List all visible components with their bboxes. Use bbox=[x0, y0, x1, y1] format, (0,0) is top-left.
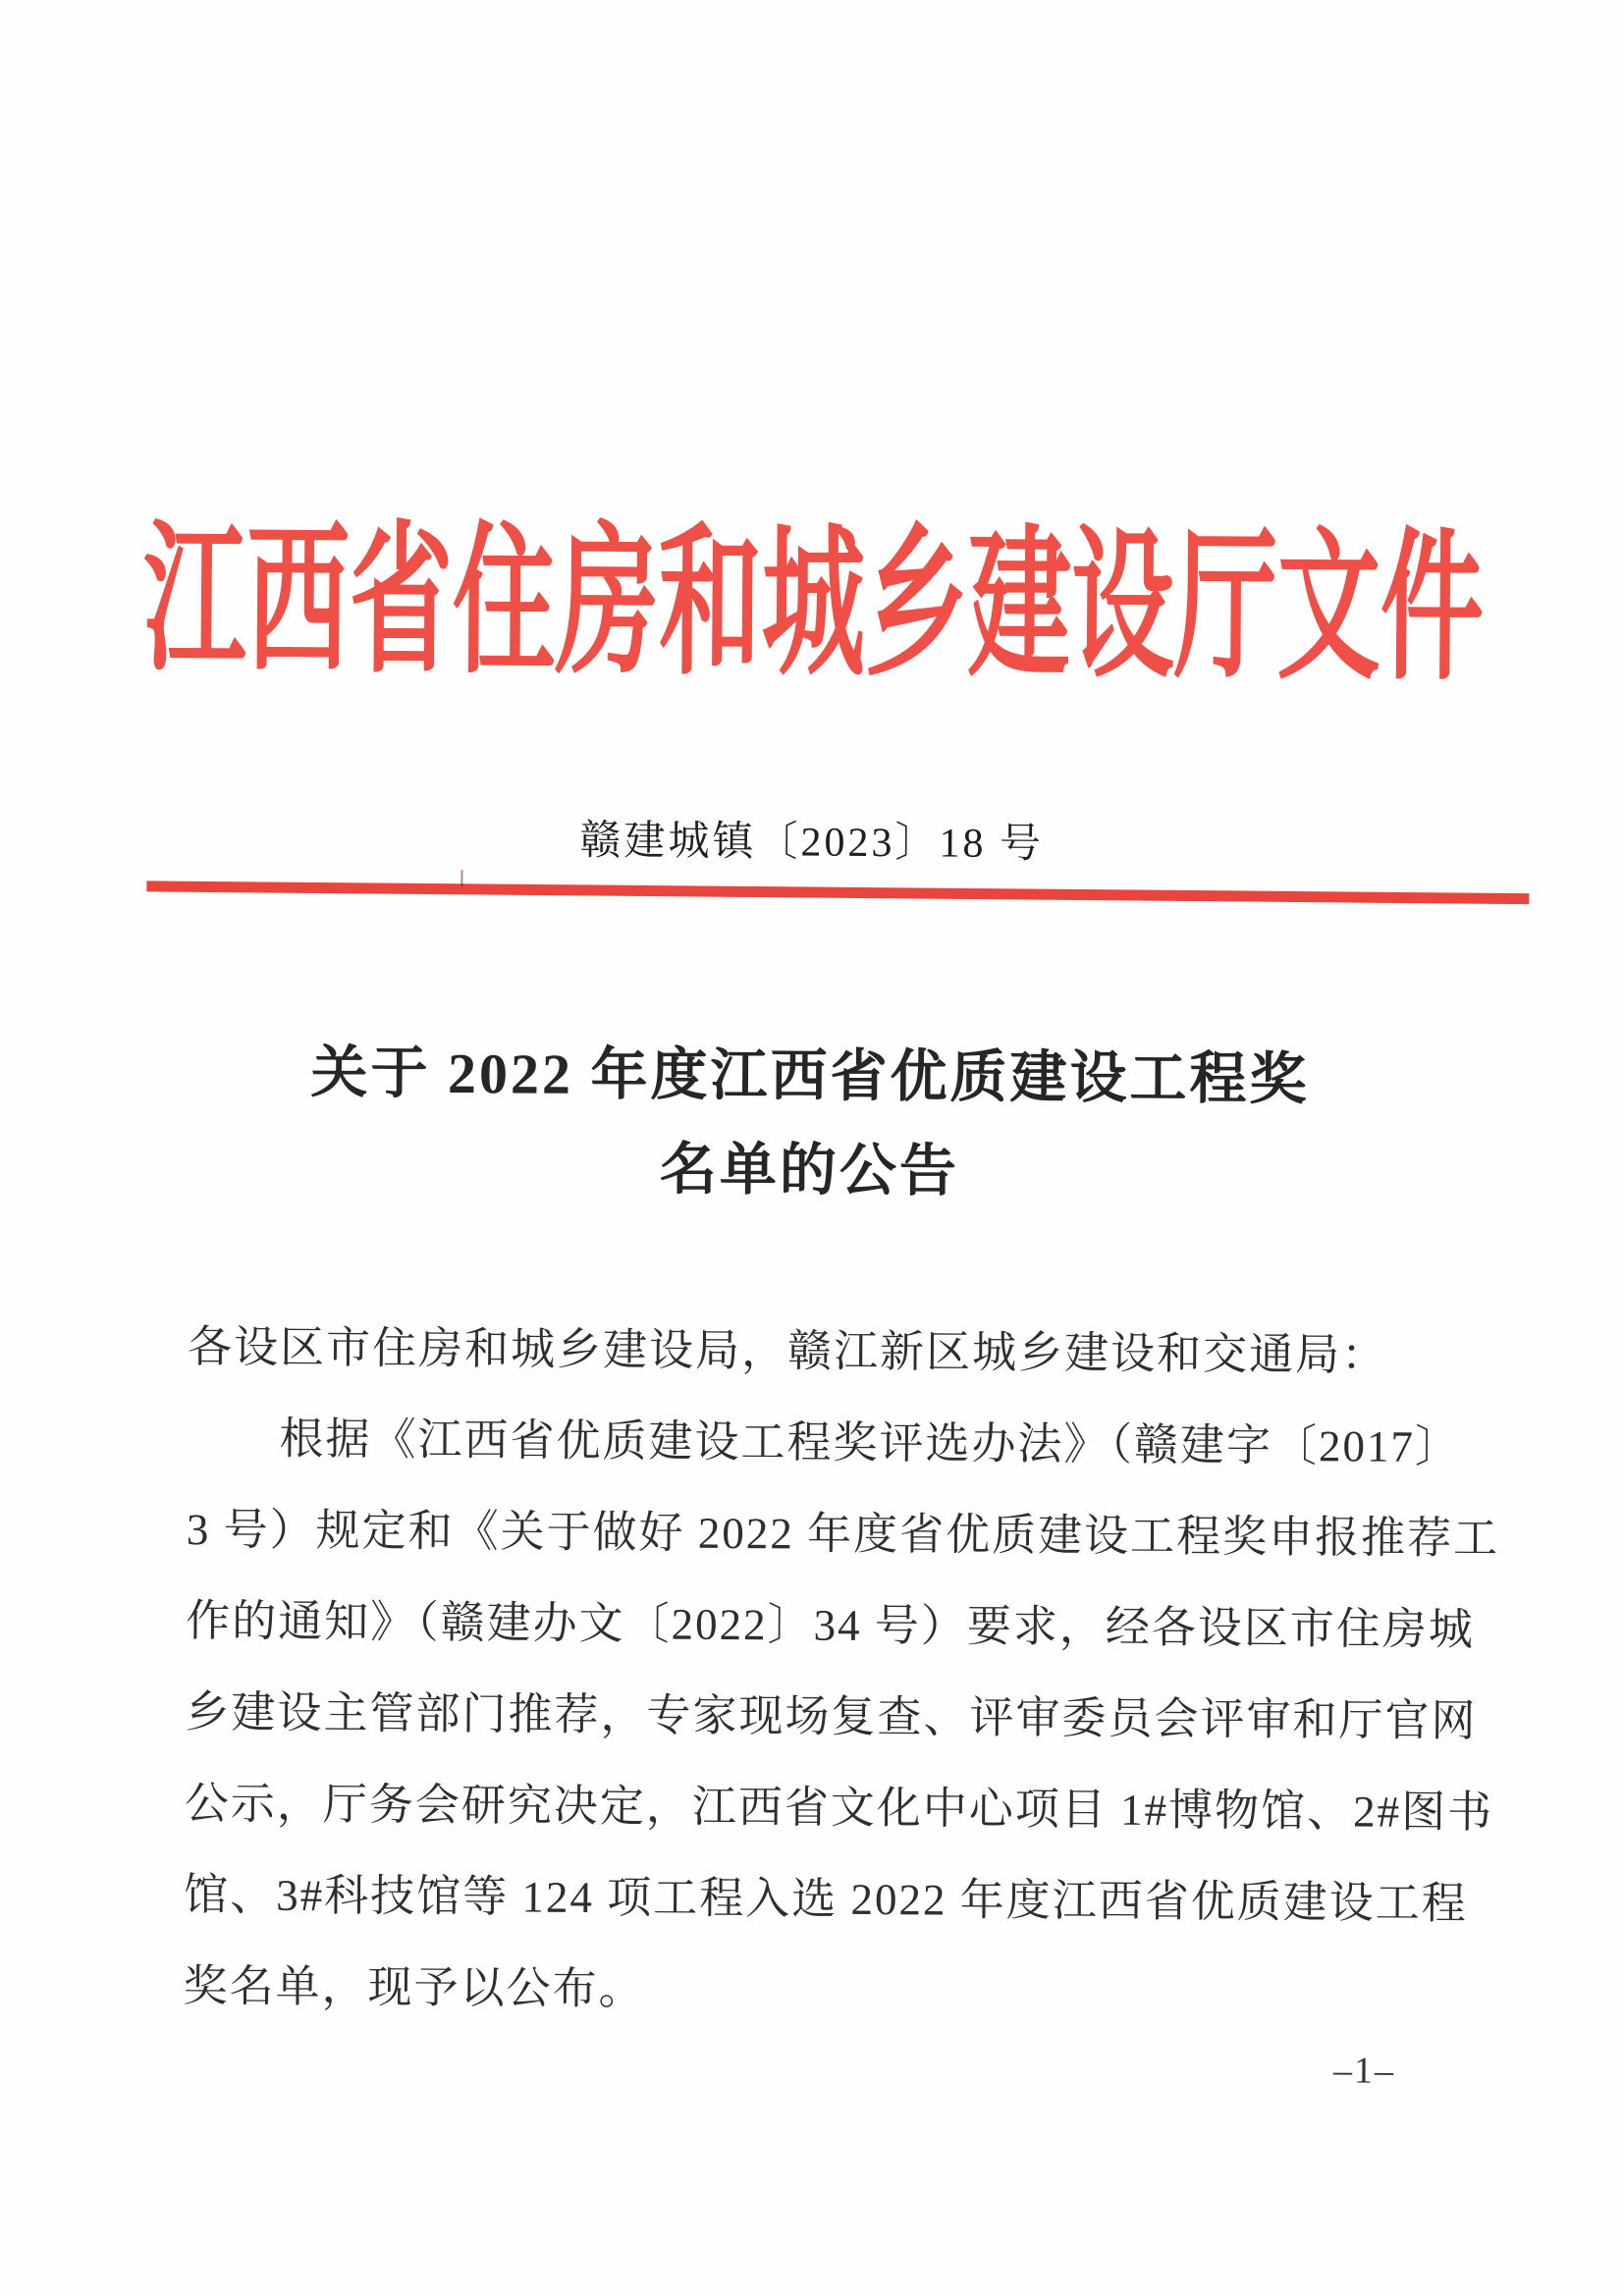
document-reference-number: 赣建城镇〔2023〕18 号 bbox=[579, 818, 1045, 868]
document-title bbox=[0, 1024, 1622, 1224]
document-title-line-2: 名单的公告 bbox=[659, 1137, 960, 1203]
red-divider-line bbox=[146, 881, 1529, 904]
document-title-line-1: 关于 2022 年度江西省优质建设工程奖 bbox=[310, 1041, 1310, 1112]
body-line: 公示，厅务会研究决定，江西省文化中心项目 1#博物馆、2#图书 bbox=[184, 1779, 1494, 1838]
issuing-organization-banner: 江西省住房和城乡建设厅文件 bbox=[142, 508, 1485, 700]
body-line: 馆、3#科技馆等 124 项工程入选 2022 年度江西省优质建设工程 bbox=[184, 1870, 1468, 1929]
body-line: 作的通知》（赣建办文〔2022〕34 号）要求，经各设区市住房城 bbox=[186, 1596, 1476, 1655]
scan-artifact bbox=[460, 870, 462, 886]
body-line: 乡建设主管部门推荐，专家现场复查、评审委员会评审和厅官网 bbox=[185, 1687, 1478, 1746]
salutation-line: 各设区市住房和城乡建设局，赣江新区城乡建设和交通局： bbox=[187, 1322, 1388, 1380]
body-line: 奖名单，现予以公布。 bbox=[183, 1961, 645, 2014]
body-line: 3 号）规定和《关于做好 2022 年度省优质建设工程奖申报推荐工 bbox=[186, 1505, 1500, 1564]
page-number: –1– bbox=[1332, 2050, 1396, 2092]
body-line: 根据《江西省优质建设工程奖评选办法》（赣建字〔2017〕 bbox=[279, 1414, 1462, 1472]
document-body bbox=[183, 1302, 1500, 2041]
